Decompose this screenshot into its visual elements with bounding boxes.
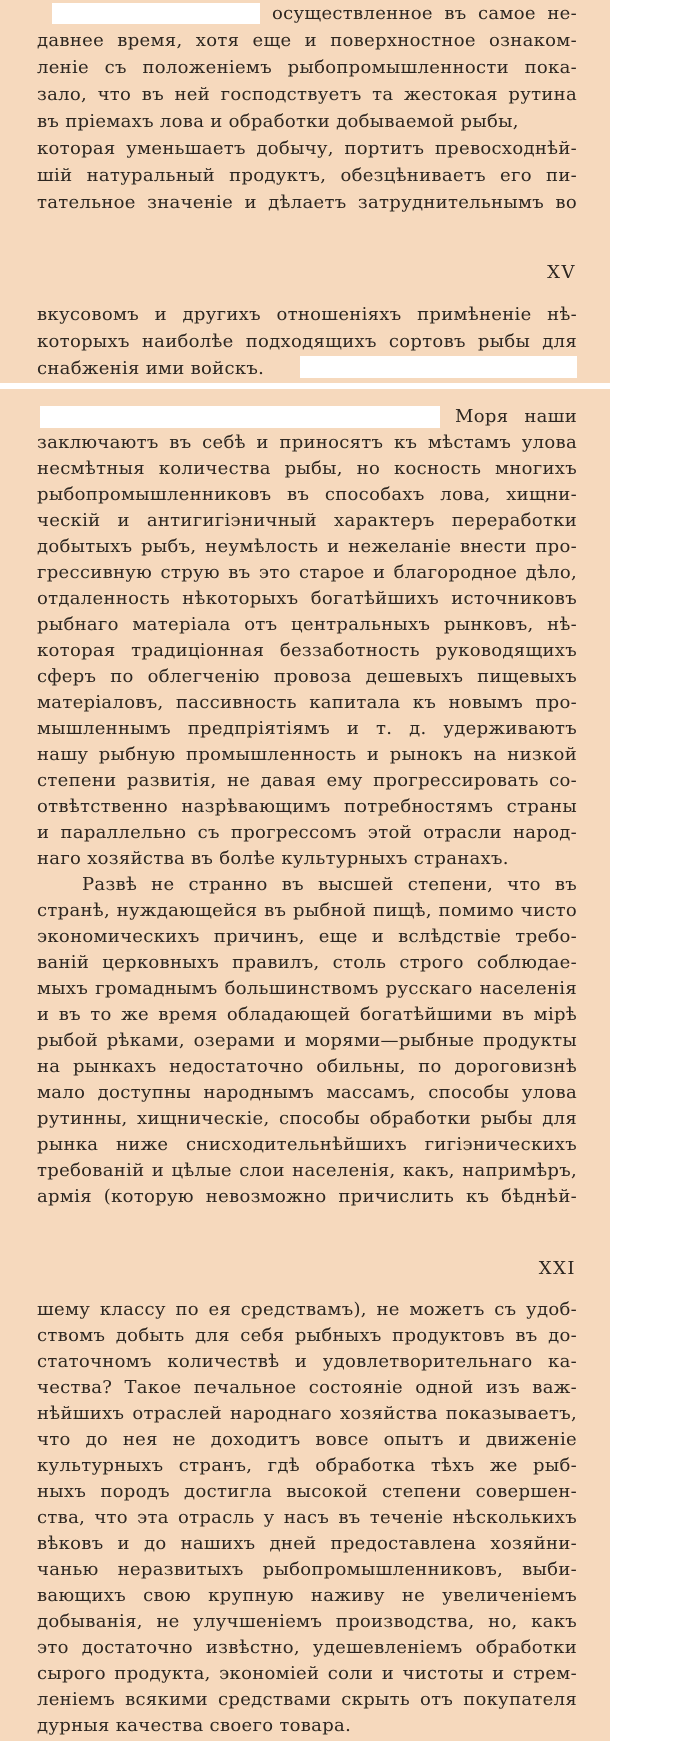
text-line: чества? Такое печальное состояніе одной изъ важ- [37, 1377, 577, 1398]
text-line: рынка ниже снисходительнѣйшихъ гигіэническихъ [37, 1134, 577, 1155]
text-line: ческій и антигигіэничный характеръ переработки [37, 510, 577, 531]
text-line: тательное значеніе и дѣлаетъ затруднительнымъ во [37, 192, 577, 213]
text-line: степени развитія, не давая ему прогрессировать со- [37, 770, 577, 791]
text-line: ства, что эта отрасль у насъ въ теченіе нѣсколькихъ [37, 1507, 577, 1528]
text-line: экономическихъ причинъ, еще и вслѣдствіе требо- [37, 926, 577, 947]
text-line: вающихъ свою крупную наживу не увеличеніемъ [37, 1585, 577, 1606]
text-line: странѣ, нуждающейся въ рыбной пищѣ, помимо чисто [37, 900, 577, 921]
text-line: это достаточно извѣстно, удешевленіемъ обработки [37, 1637, 577, 1658]
text-line: мало доступны народнымъ массамъ, способы улова [37, 1082, 577, 1103]
text-line: леніе съ положеніемъ рыбопромышленности пока- [37, 57, 577, 78]
text-line: отвѣтственно назрѣвающимъ потребностямъ страны [37, 796, 577, 817]
text-line: статочномъ количествѣ и удовлетворительнаго ка- [37, 1351, 577, 1372]
text-line: давнее время, хотя еще и поверхностное ознаком- [37, 30, 577, 51]
text-line: шій натуральный продуктъ, обезцѣниваетъ его пи- [37, 165, 577, 186]
text-line: леніемъ всякими средствами скрыть отъ покупателя [37, 1689, 577, 1710]
text-line: сферъ по облегченію провоза дешевыхъ пищевыхъ [37, 666, 577, 687]
text-line: рутинны, хищническіе, способы обработки рыбы для [37, 1108, 577, 1129]
text-line: несмѣтныя количества рыбы, но косность многихъ [37, 458, 577, 479]
text-line: шему классу по ея средствамъ), не можетъ съ удоб- [37, 1299, 577, 1320]
page-number: XXI [538, 1258, 576, 1279]
text-line: которыхъ наиболѣе подходящихъ сортовъ рыбы для [37, 331, 577, 352]
text-line: ваній церковныхъ правилъ, столь строго соблюдае- [37, 952, 577, 973]
text-line: Развѣ не странно въ высшей степени, что въ [82, 874, 577, 895]
text-line: ствомъ добыть для себя рыбныхъ продуктовъ въ до- [37, 1325, 577, 1346]
text-line: Моря наши [455, 406, 577, 427]
text-line: которая уменьшаетъ добычу, портитъ превосходнѣй- [37, 138, 577, 159]
text-line: наго хозяйства въ болѣе культурныхъ странахъ. [37, 848, 509, 869]
text-line: снабженія ими войскъ. [37, 358, 265, 379]
text-line: рыбой рѣками, озерами и морями—рыбные продукты [37, 1030, 577, 1051]
text-line: мышленнымъ предпріятіямъ и т. д. удерживаютъ [37, 718, 577, 739]
text-line: армія (которую невозможно причислить къ бѣднѣй- [37, 1186, 577, 1207]
document-page-bottom [0, 389, 610, 1741]
text-line: зало, что въ ней господствуетъ та жестокая рутина [37, 84, 577, 105]
text-line: чанью неразвитыхъ рыбопромышленниковъ, выби- [37, 1559, 577, 1580]
text-line: добытыхъ рыбъ, неумѣлость и нежеланіе внести про- [37, 536, 577, 557]
text-line: нѣйшихъ отраслей народнаго хозяйства показываетъ, [37, 1403, 577, 1424]
text-line: рыбопромышленниковъ въ способахъ лова, хищни- [37, 484, 577, 505]
text-line: осуществленное въ самое не- [272, 3, 577, 24]
redaction-box [52, 3, 260, 24]
text-line: и параллельно съ прогрессомъ этой отрасли народ- [37, 822, 577, 843]
text-line: вкусовомъ и другихъ отношеніяхъ примѣненіе нѣ- [37, 304, 577, 325]
text-line: которая традиціонная беззаботность руководящихъ [37, 640, 577, 661]
page-number: XV [547, 262, 576, 283]
text-line: культурныхъ странъ, гдѣ обработка тѣхъ же рыб- [37, 1455, 577, 1476]
text-line: требованій и цѣлые слои населенія, какъ, напримѣръ, [37, 1160, 577, 1181]
text-line: матеріаловъ, пассивность капитала къ новымъ про- [37, 692, 577, 713]
text-line: на рынкахъ недостаточно обильны, по дороговизнѣ [37, 1056, 577, 1077]
text-line: дурныя качества своего товара. [37, 1715, 352, 1736]
text-line: что до нея не доходитъ вовсе опытъ и движеніе [37, 1429, 577, 1450]
text-line: ныхъ породъ достигла высокой степени совершен- [37, 1481, 577, 1502]
text-line: грессивную струю въ это старое и благородное дѣло, [37, 562, 577, 583]
text-line: мыхъ громаднымъ большинствомъ русскаго населенія [37, 978, 577, 999]
text-line: въ пріемахъ лова и обработки добываемой рыбы, [37, 111, 519, 132]
text-line: сырого продукта, экономіей соли и чистоты и стрем- [37, 1663, 577, 1684]
text-line: нашу рыбную промышленность и рынокъ на низкой [37, 744, 577, 765]
document-page-top [0, 0, 610, 383]
text-line: вѣковъ и до нашихъ дней предоставлена хозяйни- [37, 1533, 577, 1554]
text-line: и въ то же время обладающей богатѣйшими въ мірѣ [37, 1004, 577, 1025]
redaction-box [300, 356, 577, 378]
text-line: добыванія, не улучшеніемъ производства, но, какъ [37, 1611, 577, 1632]
text-line: заключаютъ въ себѣ и приносятъ къ мѣстамъ улова [37, 432, 577, 453]
text-line: отдаленность нѣкоторыхъ богатѣйшихъ источниковъ [37, 588, 577, 609]
text-line: рыбнаго матеріала отъ центральныхъ рынковъ, нѣ- [37, 614, 577, 635]
redaction-box [40, 406, 440, 428]
